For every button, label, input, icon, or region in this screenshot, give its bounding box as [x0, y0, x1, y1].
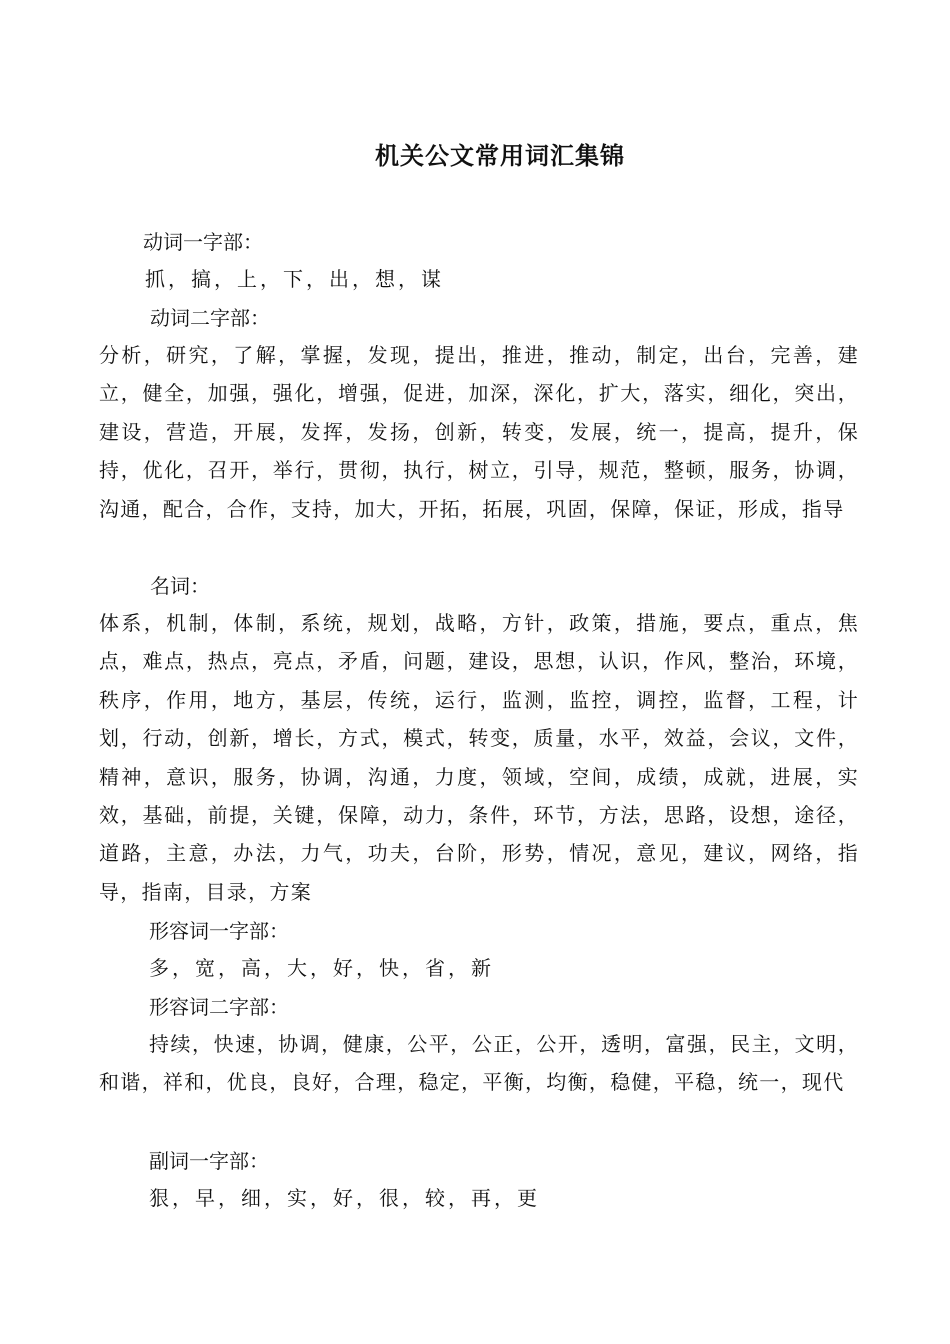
section-heading-verb-one-char: 动词一字部： [143, 230, 263, 254]
section-content-adverb-one-char: 狠，早，细，实，好，很，较，再，更 [149, 1186, 540, 1210]
section-content-noun: 体系，机制，体制，系统，规划，战略，方针，政策，措施，要点，重点，焦点，难点，热点，亮点，矛盾，问题，建设，思想，认识，作风，整治，环境，秩序，作用，地方，基层，传统，运行，监测，监控，调控，监督，工程，计划，行动，创新，增长，方式，模式，转变，质量，水平，效益，会议，文件，精神，意识，服务，协调，沟通，力度，领域，空间，成绩，成就，进展，实效，基础，前提，关键，保障，动力，条件，环节，方法，思路，设想，途径，道路，主意，办法，力气，功夫，台阶，形势，情况，意见，建议，网络，指导，指南，目录，方案 [99, 611, 859, 904]
section-content-verb-one-char: 抓，搞，上，下，出，想，谋 [145, 267, 444, 291]
section-content-adjective-one-char: 多，宽，高，大，好，快，省，新 [149, 956, 494, 980]
section-heading-noun: 名词： [150, 574, 210, 598]
section-heading-adjective-two-char: 形容词二字部： [149, 995, 289, 1019]
document-title: 机关公文常用词汇集锦 [375, 142, 625, 170]
section-content-adjective-two-char: 持续，快速，协调，健康，公平，公正，公开，透明，富强，民主，文明，和谐，祥和，优良，良好，合理，稳定，平衡，均衡，稳健，平稳，统一，现代 [99, 1032, 859, 1095]
section-heading-verb-two-char: 动词二字部： [150, 306, 270, 330]
section-content-verb-two-char: 分析，研究，了解，掌握，发现，提出，推进，推动，制定，出台，完善，建立，健全，加强，强化，增强，促进，加深，深化，扩大，落实，细化，突出，建设，营造，开展，发挥，发扬，创新，转变，发展，统一，提高，提升，保持，优化，召开，举行，贯彻，执行，树立，引导，规范，整顿，服务，协调，沟通，配合，合作，支持，加大，开拓，拓展，巩固，保障，保证，形成，指导 [99, 343, 859, 521]
section-heading-adjective-one-char: 形容词一字部： [149, 919, 289, 943]
section-heading-adverb-one-char: 副词一字部： [149, 1149, 269, 1173]
